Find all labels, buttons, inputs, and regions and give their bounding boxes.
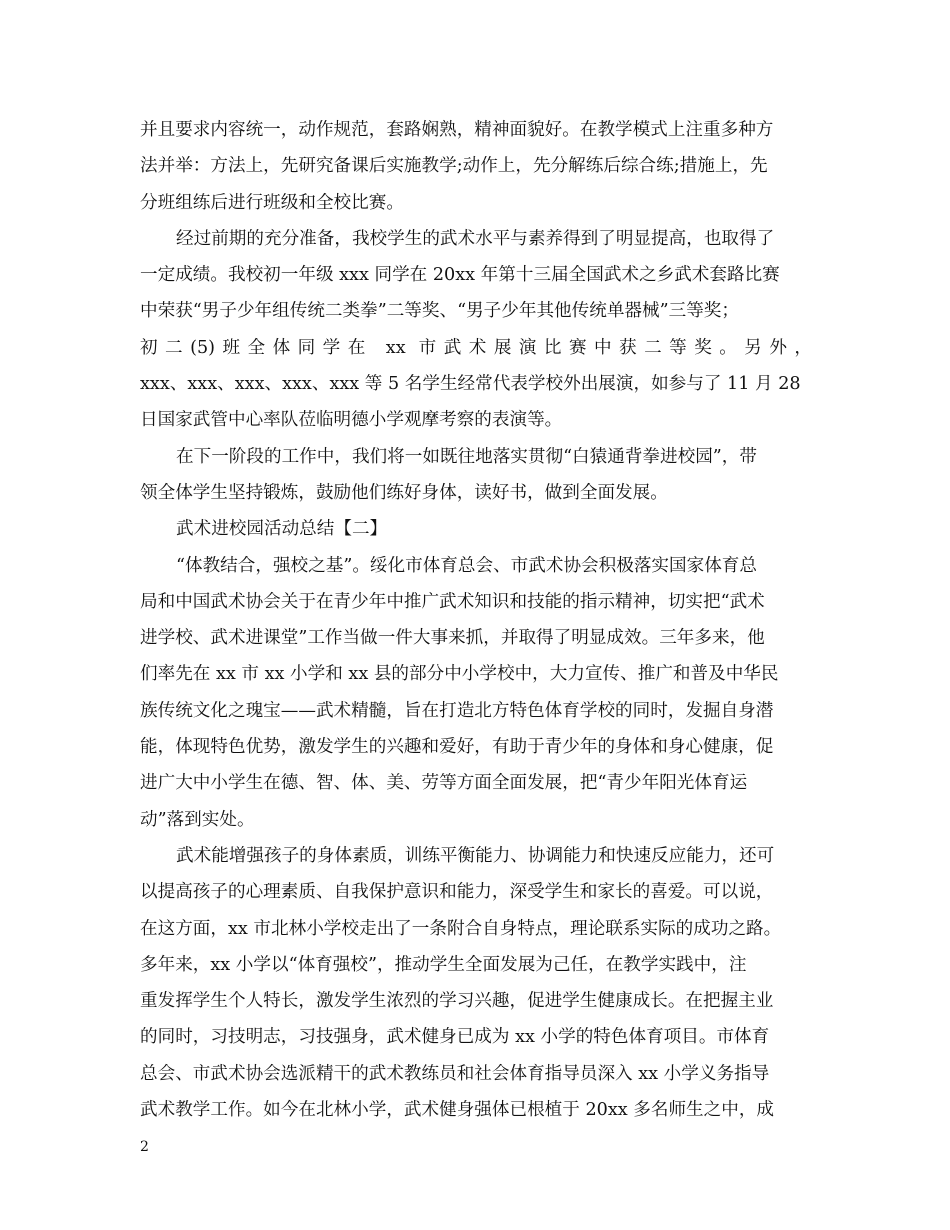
text-line: 武术教学工作。如今在北林小学，武术健身强体已根植于 20xx 多名师生之中，成: [140, 1100, 775, 1121]
text-line: 能，体现特色优势，激发学生的兴趣和爱好，有助于青少年的身体和身心健康，促: [140, 737, 774, 758]
text-line: 在这方面，xx 市北林小学校走出了一条附合自身特点，理论联系实际的成功之路。: [140, 918, 782, 939]
page-number: 2: [140, 1139, 149, 1155]
text-line: 进学校、武术进课堂”工作当做一件大事来抓，并取得了明显成效。三年多来，他: [140, 628, 765, 649]
text-line: “体教结合，强校之基”。绥化市体育总会、市武术协会积极落实国家体育总: [176, 555, 757, 576]
text-line: 领全体学生坚持锻炼，鼓励他们练好身体，读好书，做到全面发展。: [140, 482, 668, 503]
text-line: 中荣获“男子少年组传统二类拳”二等奖、“男子少年其他传统单器械”三等奖；: [140, 301, 739, 322]
text-line: 日国家武管中心率队莅临明德小学观摩考察的表演等。: [140, 410, 563, 431]
text-line: 法并举：方法上，先研究备课后实施教学;动作上，先分解练后综合练;措施上，先: [140, 156, 768, 177]
text-line: 进广大中小学生在德、智、体、美、劳等方面全面发展，把“青少年阳光体育运: [140, 773, 748, 794]
text-line: 分班组练后进行班级和全校比赛。: [140, 192, 404, 213]
text-line: 总会、市武术协会选派精干的武术教练员和社会体育指导员深入 xx 小学义务指导: [140, 1063, 770, 1084]
text-line: 并且要求内容统一，动作规范，套路娴熟，精神面貌好。在教学模式上注重多种方: [140, 120, 774, 140]
text-line: xxx、xxx、xxx、xxx、xxx 等 5 名学生经常代表学校外出展演，如参与了 11 月 28: [140, 374, 801, 395]
text-line: 武术能增强孩子的身体素质，训练平衡能力、协调能力和快速反应能力，还可: [176, 845, 775, 866]
body-text: [140, 112, 812, 1128]
text-line: 多年来，xx 小学以“体育强校”，推动学生全面发展为己任，在教学实践中，注: [140, 954, 747, 975]
text-line: 以提高孩子的心理素质、自我保护意识和能力，深受学生和家长的喜爱。可以说，: [140, 882, 774, 903]
text-line: 们率先在 xx 市 xx 小学和 xx 县的部分中小学校中，大力宣传、推广和普及中华民: [140, 664, 779, 685]
text-line: 的同时，习技明志，习技强身，武术健身已成为 xx 小学的特色体育项目。市体育: [140, 1027, 770, 1048]
text-line: 一定成绩。我校初一年级 xxx 同学在 20xx 年第十三届全国武术之乡武术套路比赛: [140, 265, 780, 286]
text-line: 重发挥学生个人特长，激发学生浓烈的学习兴趣，促进学生健康成长。在把握主业: [140, 991, 774, 1012]
text-line: 初二(5)班全体同学在 xx 市武术展演比赛中获二等奖。另外，: [140, 337, 812, 358]
text-line: 局和中国武术协会关于在青少年中推广武术知识和技能的指示精神，切实把“武术: [140, 591, 765, 612]
text-line: 族传统文化之瑰宝——武术精髓，旨在打造北方特色体育学校的同时，发掘自身潜: [140, 700, 774, 721]
text-line: 动”落到实处。: [140, 809, 255, 830]
text-line: 在下一阶段的工作中，我们将一如既往地落实贯彻“白猿通背拳进校园”，带: [176, 446, 757, 467]
text-line: 武术进校园活动总结【二】: [176, 519, 388, 540]
text-line: 经过前期的充分准备，我校学生的武术水平与素养得到了明显提高，也取得了: [176, 228, 775, 249]
